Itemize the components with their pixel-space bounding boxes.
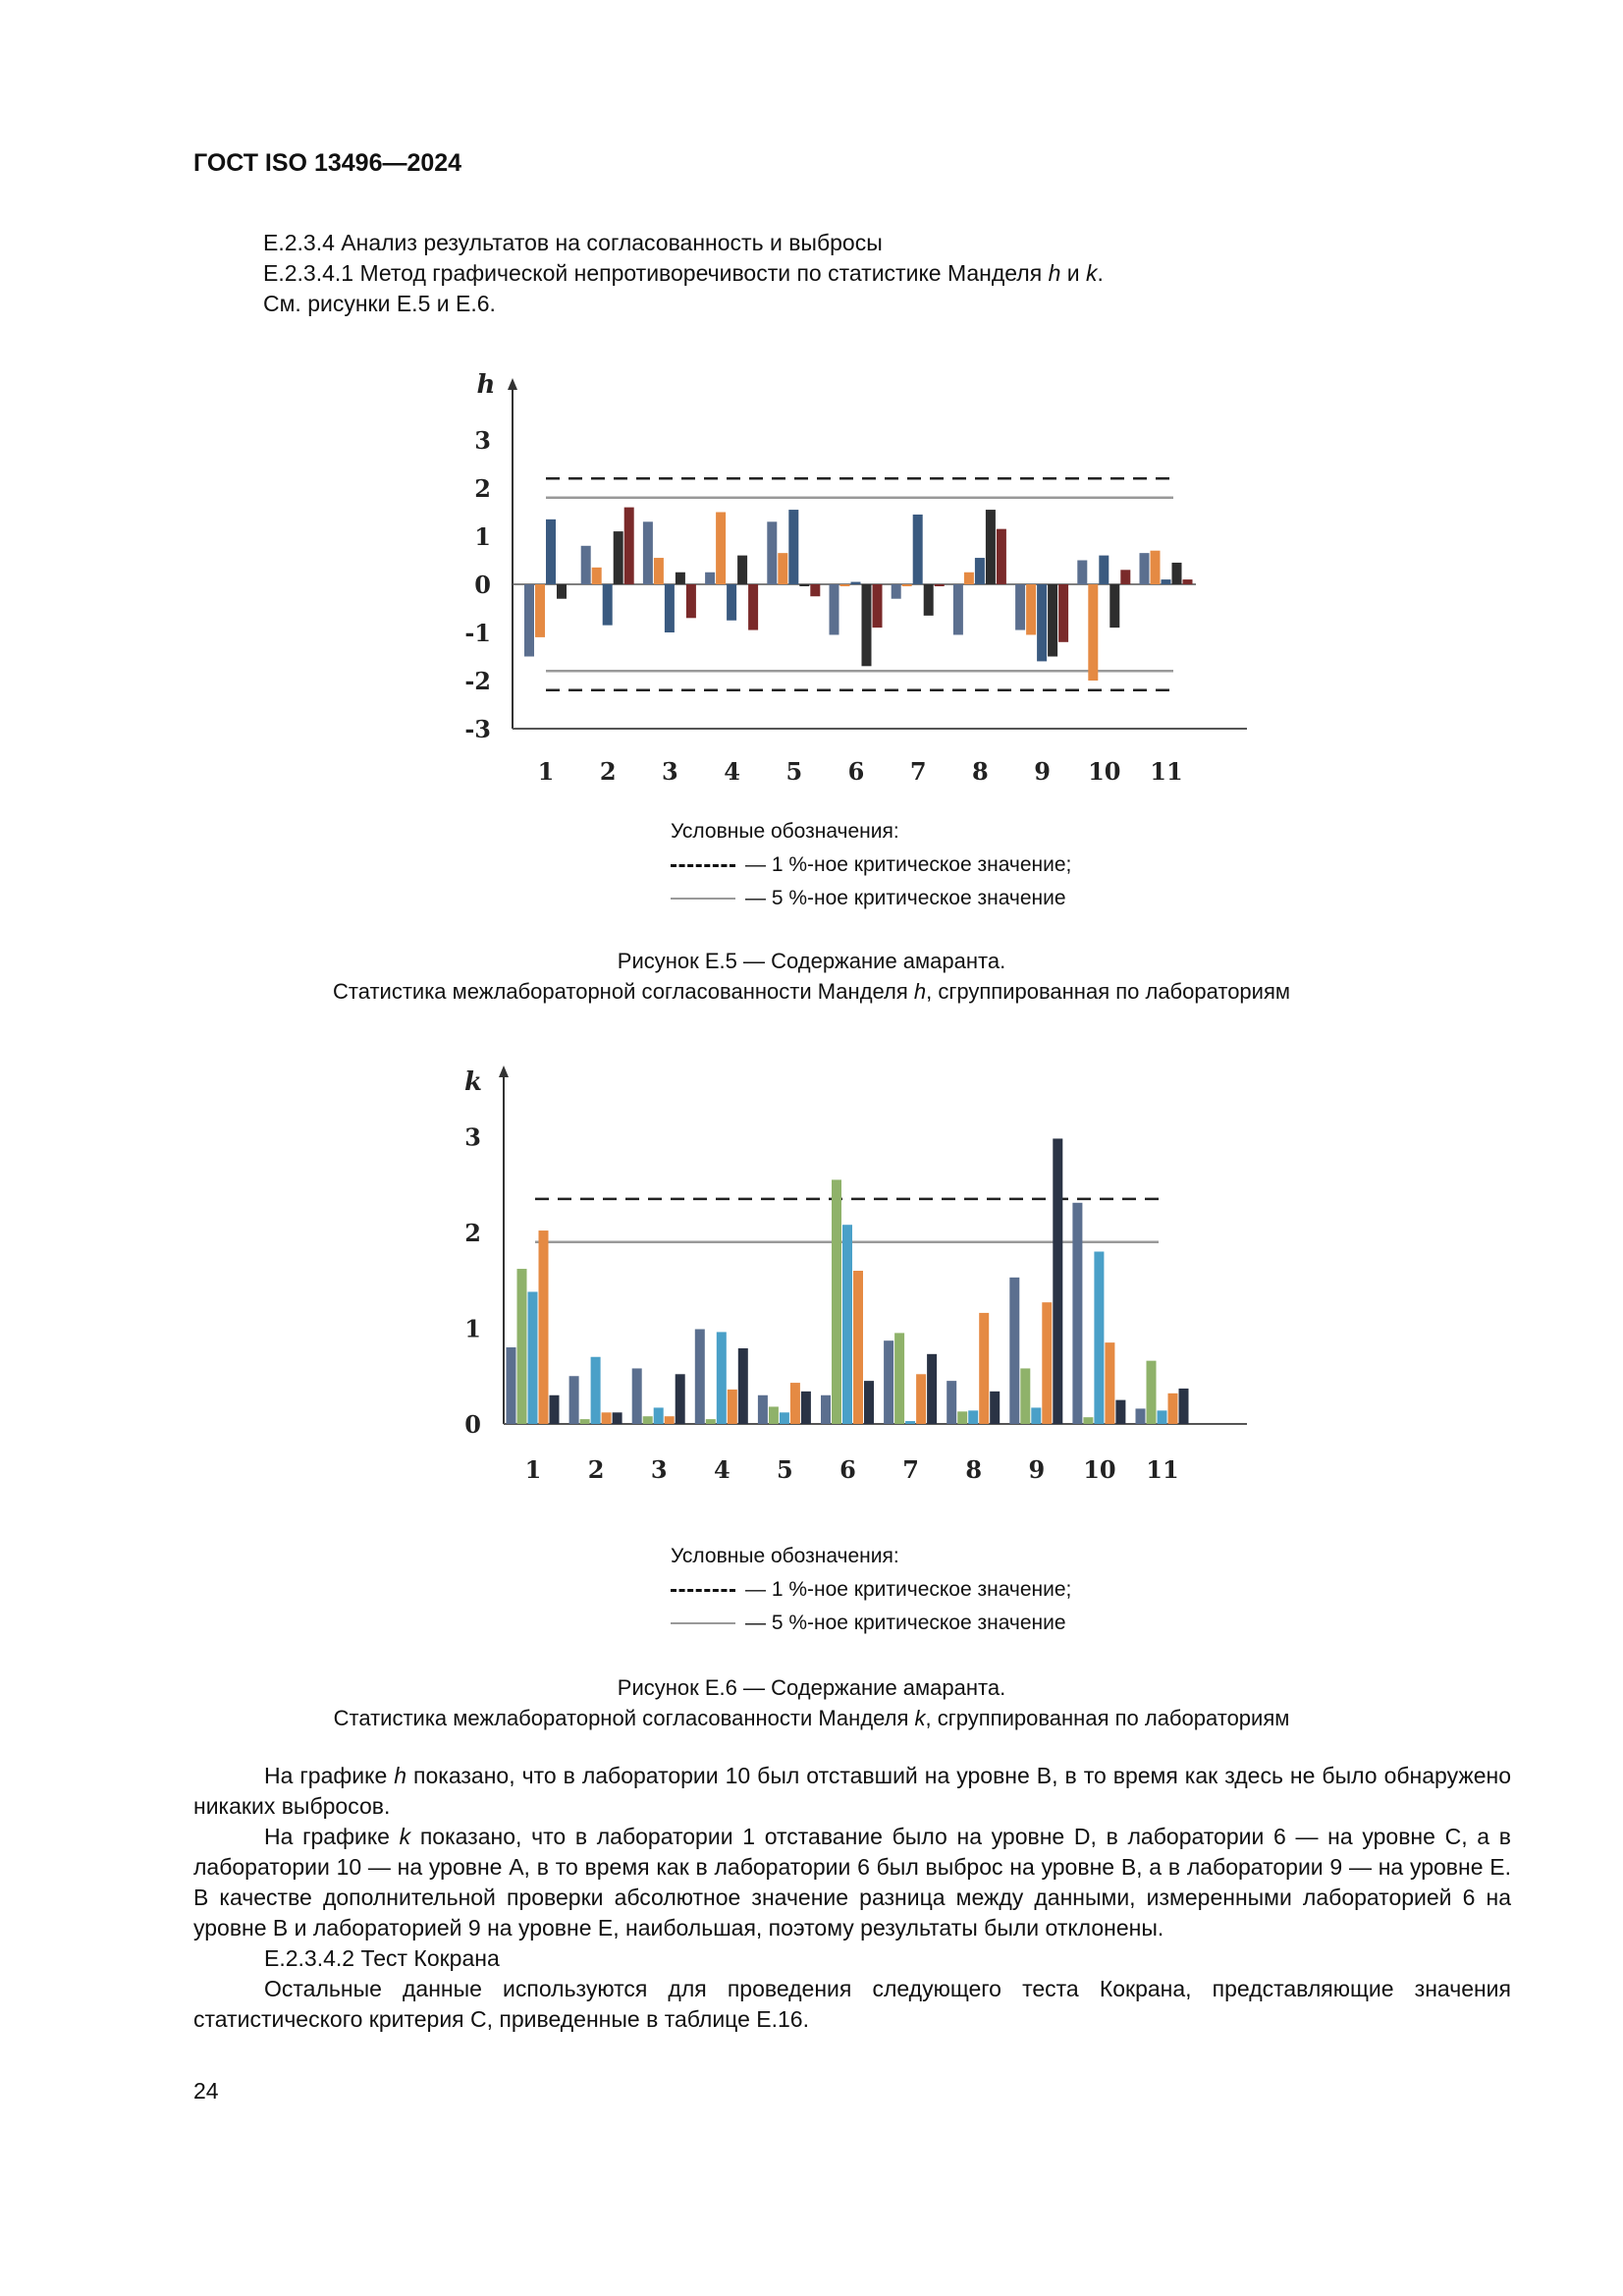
chart-bar [557, 584, 567, 599]
chart-bar [892, 584, 901, 599]
paragraph-cochran: Остальные данные используются для проведения следующего теста Кокрана, представляющие значения статистического критерия С, приведенные в таблице Е.16. [193, 1976, 1511, 2032]
legend-title: Условные обозначения: [671, 820, 899, 843]
chart-bar [1037, 584, 1047, 661]
chart-bar [1120, 570, 1130, 584]
paragraph-h: На графике h показано, что в лаборатории 10 был отставший на уровне B, в то время как здесь не было обнаружено никаких выбросов. [193, 1763, 1511, 1819]
x-tick-label: 9 [1028, 1455, 1046, 1484]
y-tick-label: -1 [464, 619, 491, 647]
chart-bar [643, 1416, 653, 1424]
chart-bar [546, 519, 556, 584]
chart-bar [676, 573, 685, 584]
chart-bar [1147, 1361, 1157, 1424]
legend-item-5pct: — 5 %-ное критическое значение [671, 882, 1071, 915]
chart-bar [550, 1395, 560, 1424]
chart-bar [780, 1412, 789, 1424]
legend-item-1pct: — 1 %-ное критическое значение; [671, 848, 1071, 882]
chart-bar [676, 1374, 685, 1424]
chart-bar [788, 510, 798, 584]
chart-bar [591, 1357, 601, 1424]
chart-bar [769, 1406, 779, 1424]
chart-bar [738, 1348, 748, 1424]
chart-bar [695, 1329, 705, 1424]
chart-bar [654, 1407, 664, 1424]
chart-bar [1031, 1407, 1041, 1424]
chart-bar [665, 1416, 675, 1424]
chart-bar [935, 584, 945, 586]
chart-bar [1183, 579, 1193, 584]
chart-bar [801, 1392, 811, 1424]
chart-bar [853, 1271, 863, 1424]
x-tick-label: 4 [713, 1455, 730, 1484]
chart-bar [624, 508, 634, 584]
figure-e6-caption: Рисунок Е.6 — Содержание амаранта. Статистика межлабораторной согласованности Манделя k, сгруппированная по лабораториям [333, 1675, 1290, 1730]
solid-line-swatch [671, 1622, 735, 1624]
x-tick-label: 7 [902, 1455, 919, 1484]
figure-h-chart [0, 363, 1623, 805]
chart-bar [1083, 1417, 1093, 1424]
chart-bar [1077, 561, 1087, 585]
chart-bar [632, 1368, 642, 1424]
chart-bar [1162, 579, 1171, 584]
x-tick-label: 10 [1088, 757, 1121, 786]
chart-bar [851, 582, 861, 584]
legend-h [671, 815, 1071, 915]
page-number: 24 [193, 2078, 219, 2104]
chart-bar [778, 553, 787, 584]
chart-bar [979, 1313, 989, 1424]
x-tick-label: 2 [599, 757, 617, 786]
chart-bar [913, 515, 923, 584]
x-tick-label: 8 [965, 1455, 983, 1484]
chart-bar [997, 529, 1006, 584]
x-tick-label: 11 [1146, 1455, 1179, 1484]
x-tick-label: 3 [650, 1455, 668, 1484]
chart-bar [894, 1333, 904, 1424]
chart-bar [654, 558, 664, 584]
paragraph-k: На графике k показано, что в лаборатории 1 отставание было на уровне D, в лаборатории 6 — на уровне C, а в лаборатории 10 — на уровне A, в то время как в лаборатории 6 был выброс на уровне B, а в лаборатории 9 — на уровне E. В качестве дополнительной проверки абсолютное значение разница между данными, измеренными лабораторией 6 на уровне B и лабораторией 9 на уровне E, наибольшая, поэтому результаты были отклонены. [193, 1824, 1511, 1941]
chart-bar [728, 1390, 737, 1424]
chart-bar [706, 1419, 716, 1424]
x-tick-label: 6 [839, 1455, 856, 1484]
y-tick-label: -2 [464, 667, 491, 695]
chart-bar [1015, 584, 1025, 630]
figure-k-chart [0, 1056, 1623, 1498]
chart-bar [1020, 1368, 1030, 1424]
chart-bar [717, 1332, 727, 1424]
x-tick-label: 3 [662, 757, 678, 786]
chart-bar [924, 584, 934, 616]
x-tick-label: 4 [724, 757, 740, 786]
y-tick-label: 1 [474, 522, 491, 551]
chart-bar [1042, 1302, 1052, 1424]
chart-bar [748, 584, 758, 630]
chart-bar [1026, 584, 1036, 634]
chart-bar [873, 584, 883, 628]
chart-bar [1072, 1203, 1082, 1424]
chart-bar [790, 1383, 800, 1424]
legend-title: Условные обозначения: [671, 1545, 899, 1567]
chart-bar [1140, 553, 1150, 584]
body-text [193, 1761, 1511, 2035]
chart-bar [1099, 556, 1109, 584]
chart-bar [975, 558, 985, 584]
chart-bar [884, 1340, 893, 1424]
x-tick-label: 11 [1150, 757, 1183, 786]
document-code: ГОСТ ISO 13496—2024 [193, 149, 462, 177]
chart-bar [705, 573, 715, 584]
chart-bar [665, 584, 675, 632]
chart-bar [1088, 584, 1098, 681]
dashed-line-swatch [671, 1589, 735, 1592]
chart-bar [947, 1381, 956, 1424]
chart-bar [727, 584, 736, 621]
chart-bar [986, 510, 996, 584]
x-tick-label: 5 [777, 1455, 793, 1484]
chart-bar [507, 1347, 516, 1424]
chart-bar [603, 584, 613, 626]
y-tick-label: 0 [474, 571, 491, 599]
chart-bar [569, 1376, 579, 1424]
figure-reference: См. рисунки Е.5 и Е.6. [263, 291, 496, 316]
x-tick-label: 6 [847, 757, 865, 786]
chart-bar [580, 1419, 590, 1424]
chart-bar [758, 1395, 768, 1424]
chart-bar [842, 1225, 852, 1424]
legend-item-1pct: — 1 %-ное критическое значение; [671, 1573, 1071, 1607]
figure-e5-caption: Рисунок Е.5 — Содержание амаранта. Статистика межлабораторной согласованности Манделя h, сгруппированная по лабораториям [333, 949, 1290, 1004]
chart-bar [927, 1354, 937, 1424]
cochran-heading: Е.2.3.4.2 Тест Кокрана [264, 1945, 500, 1971]
x-tick-label: 8 [972, 757, 989, 786]
chart-bar [990, 1392, 1000, 1424]
chart-bar [767, 521, 777, 584]
y-tick-label: 3 [474, 426, 491, 455]
x-tick-label: 1 [524, 1455, 542, 1484]
chart-bar [821, 1395, 831, 1424]
y-axis-arrow-icon [499, 1066, 509, 1077]
x-tick-label: 10 [1083, 1455, 1116, 1484]
chart-bar [840, 584, 850, 586]
chart-bar [902, 584, 912, 586]
chart-bar [916, 1374, 926, 1424]
y-tick-label: 3 [464, 1122, 481, 1152]
chart-bar [613, 1412, 622, 1424]
x-tick-label: 5 [785, 757, 803, 786]
chart-bar [1158, 1410, 1167, 1424]
chart-bar [581, 546, 591, 584]
chart-bar [686, 584, 696, 618]
x-tick-label: 2 [587, 1455, 605, 1484]
chart-bar [716, 513, 726, 585]
x-tick-label: 9 [1034, 757, 1051, 786]
chart-bar [602, 1412, 612, 1424]
chart-bar [737, 556, 747, 584]
chart-bar [905, 1421, 915, 1424]
y-tick-label: 2 [474, 474, 491, 503]
chart-bar [614, 531, 623, 584]
chart-bar [1115, 1400, 1125, 1424]
y-axis-label: k [463, 1067, 483, 1097]
chart-bar [1172, 563, 1182, 584]
x-tick-label: 7 [909, 757, 927, 786]
legend-item-5pct: — 5 %-ное критическое значение [671, 1607, 1071, 1640]
chart-bar [517, 1269, 527, 1424]
chart-bar [810, 584, 820, 596]
chart-bar [957, 1411, 967, 1424]
chart-bar [592, 568, 602, 584]
y-axis-label: h [476, 370, 496, 400]
chart-bar [1048, 584, 1057, 657]
mandel-h-chart [0, 363, 1623, 805]
chart-bar [864, 1381, 874, 1424]
chart-bar [1053, 1138, 1062, 1424]
chart-bar [1105, 1342, 1114, 1424]
chart-bar [1009, 1278, 1019, 1424]
y-tick-label: 1 [464, 1314, 481, 1343]
chart-bar [953, 584, 963, 634]
chart-bar [862, 584, 872, 666]
chart-bar [964, 573, 974, 584]
chart-bar [1168, 1394, 1178, 1424]
y-tick-label: 2 [464, 1219, 481, 1247]
chart-bar [524, 584, 534, 657]
chart-bar [1151, 551, 1161, 584]
chart-bar [1058, 584, 1068, 642]
chart-bar [1179, 1389, 1189, 1424]
chart-bar [1094, 1252, 1104, 1425]
chart-bar [968, 1410, 978, 1424]
chart-bar [832, 1179, 841, 1424]
chart-bar [528, 1291, 538, 1424]
dashed-line-swatch [671, 864, 735, 867]
intro-section [263, 228, 1104, 319]
chart-bar [643, 521, 653, 584]
chart-bar [799, 584, 809, 586]
x-tick-label: 1 [537, 757, 555, 786]
y-tick-label: -3 [464, 715, 491, 743]
chart-bar [830, 584, 839, 634]
legend-k [671, 1540, 1071, 1640]
chart-bar [1136, 1408, 1146, 1424]
solid-line-swatch [671, 898, 735, 900]
y-axis-arrow-icon [508, 378, 517, 390]
section-heading: Е.2.3.4 Анализ результатов на согласованность и выбросы [263, 230, 883, 255]
subsection-heading: Е.2.3.4.1 Метод графической непротиворечивости по статистике Манделя h и k. [263, 260, 1104, 286]
mandel-k-chart [0, 1056, 1623, 1498]
chart-bar [1109, 584, 1119, 628]
chart-bar [535, 584, 545, 637]
chart-bar [539, 1230, 549, 1424]
y-tick-label: 0 [464, 1410, 481, 1439]
